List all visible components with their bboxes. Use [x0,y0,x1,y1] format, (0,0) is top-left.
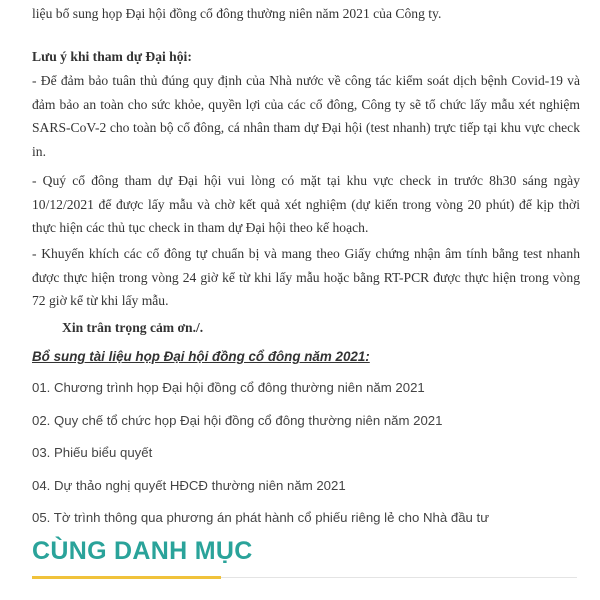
document-link-regulations[interactable]: 02. Quy chế tổ chức họp Đại hội đồng cổ đông thường niên năm 2021 [32,412,443,428]
section-divider-accent [32,576,221,579]
note-paragraph-check-in-time: - Quý cổ đông tham dự Đại hội vui lòng có mặt tại khu vực check in trước 8h30 sáng ngày 10/12/2021 để được lấy mẫu và chờ kết quả xét nghiệm (dự kiến trong vòng 20 phút) để kịp thời thực hiện các thủ tục check in tham dự Đại hội theo kế hoạch. [32,173,580,236]
closing-line: Xin trân trọng cảm ơn./. [62,320,204,335]
documents-list [32,374,580,537]
documents-heading: Bổ sung tài liệu họp Đại hội đồng cổ đông năm 2021: [32,349,370,364]
document-link-voting-ballot[interactable]: 03. Phiếu biểu quyết [32,445,153,461]
document-link-share-issuance-proposal[interactable]: 05. Tờ trình thông qua phương án phát hành cổ phiếu riêng lẻ cho Nhà đầu tư [32,510,490,526]
document-link-draft-resolution[interactable]: 04. Dự thảo nghị quyết HĐCĐ thường niên năm 2021 [32,477,346,493]
note-paragraph-covid-testing: - Để đảm bảo tuân thủ đúng quy định của Nhà nước về công tác kiểm soát dịch bệnh Covid-19 và đảm bảo an toàn cho sức khỏe, quyền lợi của các cổ đông, Công ty sẽ tổ chức lấy mẫu xét nghiệm SARS-CoV-2 cho toàn bộ cổ đông, cá nhân tham dự Đại hội (test nhanh) trực tiếp tại khu vực check in. [32,73,580,159]
document-link-agenda[interactable]: 01. Chương trình họp Đại hội đồng cổ đông thường niên năm 2021 [32,380,425,395]
intro-paragraph-tail: liệu bổ sung họp Đại hội đồng cổ đông thường niên năm 2021 của Công ty. [32,6,442,21]
notes-heading: Lưu ý khi tham dự Đại hội: [32,49,192,64]
related-section-title: CÙNG DANH MỤC [32,537,253,565]
note-paragraph-negative-certificate: - Khuyến khích các cổ đông tự chuẩn bị và mang theo Giấy chứng nhận âm tính bằng test nhanh được thực hiện trong vòng 24 giờ kể từ khi lấy mẫu hoặc bằng RT-PCR được thực hiện trong vòng 72 giờ kể từ khi lấy mẫu. [32,246,580,309]
